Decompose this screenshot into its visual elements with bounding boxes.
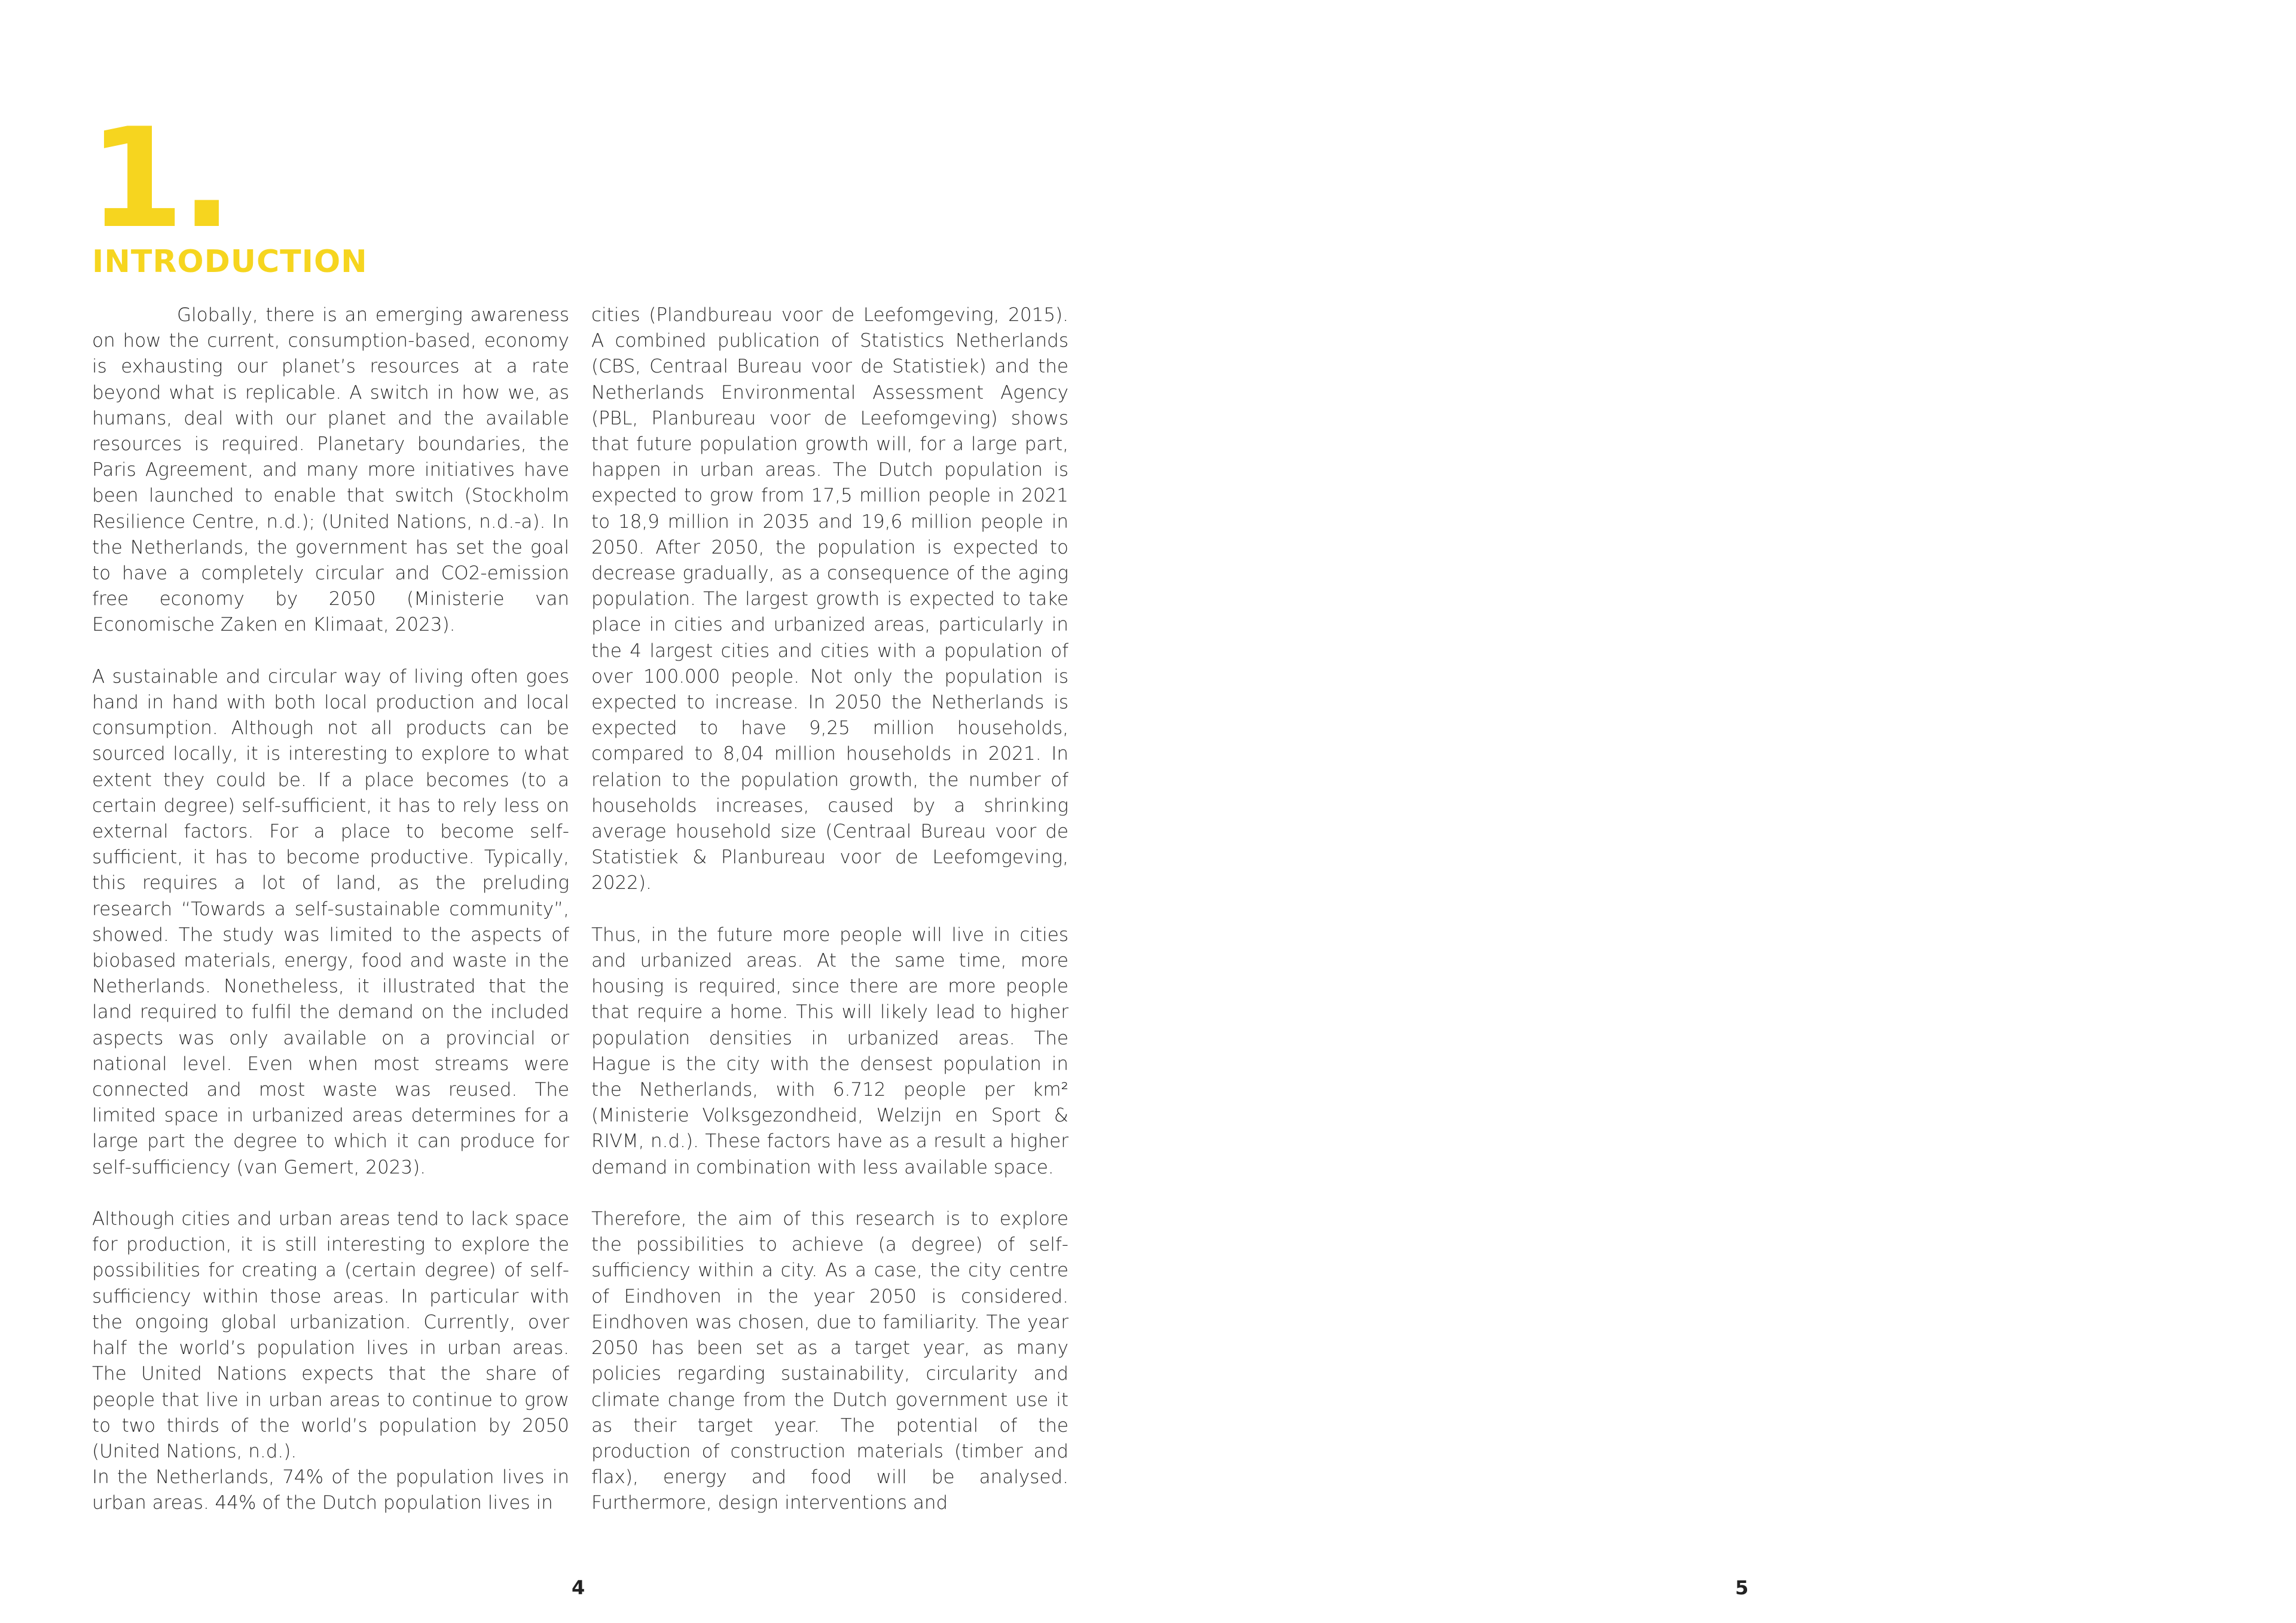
- page-number-right: 5: [1735, 1576, 1749, 1599]
- page-number-left: 4: [572, 1576, 585, 1599]
- paragraph: Globally, there is an emerging awareness on how the current, consumption-based, economy is exhausting our planet’s resources at a rate beyond what is replicable. A switch in how we, as humans, deal with our planet and the available resources is required. Planetary boundaries, the Paris Agreement, and many more initiatives have been launched to enable that switch (Stockholm Resilience Centre, n.d.); (United Nations, n.d.-a). In the Netherlands, the government has set the goal to have a completely circular and CO2-emission free economy by 2050 (Ministerie van Economische Zaken en Klimaat, 2023).: [92, 304, 569, 636]
- left-text-column: [92, 302, 569, 1517]
- chapter-title: INTRODUCTION: [92, 244, 368, 280]
- paragraph: cities (Plandbureau voor de Leefomgeving, 2015). A combined publication of Statistics Netherlands (CBS, Centraal Bureau voor de Statistiek) and the Netherlands Environmental Assessment Agency (PBL, Planbureau voor de Leefomgeving) shows that future population growth will, for a large part, happen in urban areas. The Dutch population is expected to grow from 17,5 million people in 2021 to 18,9 million in 2035 and 19,6 million people in 2050. After 2050, the population is expected to decrease gradually, as a consequence of the aging population. The largest growth is expected to take place in cities and urbanized areas, particularly in the 4 largest cities and cities with a population of over 100.000 people. Not only the population is expected to increase. In 2050 the Netherlands is expected to have 9,25 million households, compared to 8,04 million households in 2021. In relation to the population growth, the number of households increases, caused by a shrinking average household size (Centraal Bureau voor de Statistiek & Planbureau voor de Leefomgeving, 2022).: [591, 304, 1068, 894]
- paragraph: Therefore, the aim of this research is to explore the possibilities to achieve (a degree) of self-sufficiency within a city. As a case, the city centre of Eindhoven in the year 2050 is considered. Eindhoven was chosen, due to familiarity. The year 2050 has been set as a target year, as many policies regarding sustainability, circularity and climate change from the Dutch government use it as their target year. The potential of the production of construction materials (timber and flax), energy and food will be analysed. Furthermore, design interventions and: [591, 1208, 1068, 1514]
- paragraph: Thus, in the future more people will live in cities and urbanized areas. At the same time, more housing is required, since there are more people that require a home. This will likely lead to higher population densities in urbanized areas. The Hague is the city with the densest population in the Netherlands, with 6.712 people per km² (Ministerie Volksgezondheid, Welzijn en Sport & RIVM, n.d.). These factors have as a result a higher demand in combination with less available space.: [591, 924, 1068, 1178]
- paragraph: Although cities and urban areas tend to lack space for production, it is still interesting to explore the possibilities for creating a (certain degree) of self-sufficiency within those areas. In particular with the ongoing global urbanization. Currently, over half the world’s population lives in urban areas. The United Nations expects that the share of people that live in urban areas to continue to grow to two thirds of the world’s population by 2050 (United Nations, n.d.).: [92, 1208, 569, 1462]
- paragraph: In the Netherlands, 74% of the population lives in urban areas. 44% of the Dutch population lives in: [92, 1466, 569, 1514]
- chapter-number: 1.: [88, 99, 230, 259]
- paragraph: A sustainable and circular way of living often goes hand in hand with both local production and local consumption. Although not all products can be sourced locally, it is interesting to explore to what extent they could be. If a place becomes (to a certain degree) self-sufficient, it has to rely less on external factors. For a place to become self-sufficient, it has to become productive. Typically, this requires a lot of land, as the preluding research “Towards a self-sustainable community”, showed. The study was limited to the aspects of biobased materials, energy, food and waste in the Netherlands. Nonetheless, it illustrated that the land required to fulfil the demand on the included aspects was only available on a provincial or national level. Even when most streams were connected and most waste was reused. The limited space in urbanized areas determines for a large part the degree to which it can produce for self-sufficiency (van Gemert, 2023).: [92, 665, 569, 1178]
- right-text-column: [591, 302, 1068, 1517]
